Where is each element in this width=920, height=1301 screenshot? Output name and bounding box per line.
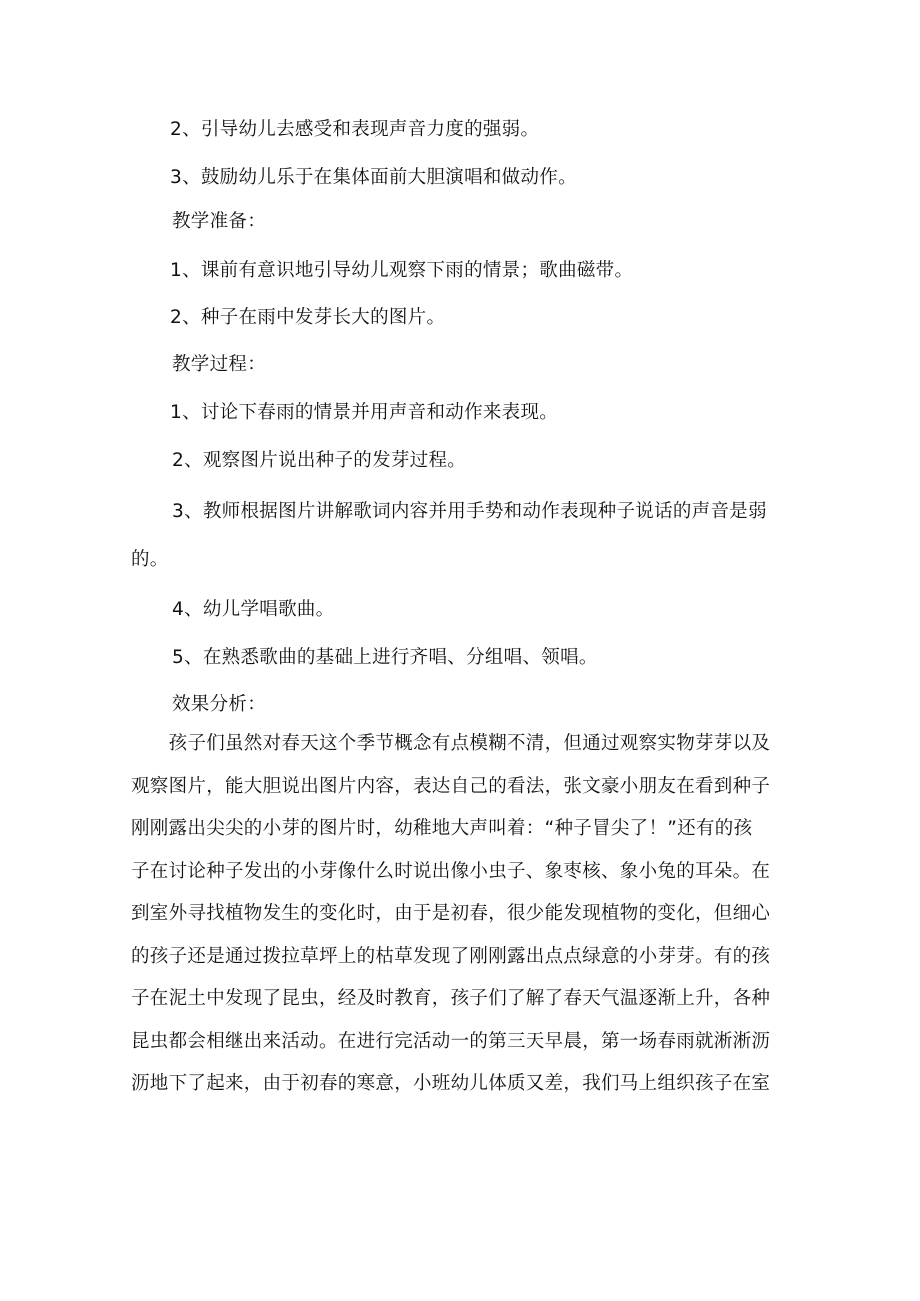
process-item-3-line-1: 3、教师根据图片讲解歌词内容并用手势和动作表现种子说话的声音是弱 — [172, 501, 767, 522]
process-item-4: 4、幼儿学唱歌曲。 — [172, 599, 335, 620]
preparation-item-2: 2、种子在雨中发芽长大的图片。 — [170, 307, 446, 328]
preparation-heading: 教学准备： — [172, 211, 267, 232]
analysis-heading: 效果分析： — [172, 694, 267, 715]
analysis-paragraph — [131, 723, 771, 1106]
analysis-line: 观察图片，能大胆说出图片内容，表达自己的看法，张文豪小朋友在看到种子 — [131, 775, 771, 797]
analysis-line: 子在讨论种子发出的小芽像什么时说出像小虫子、象枣核、象小兔的耳朵。在 — [131, 860, 771, 882]
goal-item-2: 2、引导幼儿去感受和表现声音力度的强弱。 — [170, 119, 540, 140]
analysis-line: 昆虫都会相继出来活动。在进行完活动一的第三天早晨，第一场春雨就淅淅沥 — [131, 1030, 771, 1052]
process-item-3-line-2: 的。 — [131, 549, 169, 570]
analysis-line: 刚刚露出尖尖的小芽的图片时，幼稚地大声叫着：“种子冒尖了！”还有的孩 — [131, 818, 753, 839]
preparation-item-1: 1、课前有意识地引导幼儿观察下雨的情景；歌曲磁带。 — [170, 260, 634, 281]
analysis-line: 到室外寻找植物发生的变化时，由于是初春，很少能发现植物的变化，但细心 — [131, 903, 771, 924]
analysis-line: 子在泥土中发现了昆虫，经及时教育，孩子们了解了春天气温逐渐上升，各种 — [131, 988, 771, 1009]
analysis-line: 沥地下了起来，由于初春的寒意，小班幼儿体质又差，我们马上组织孩子在室 — [131, 1073, 771, 1094]
process-item-2: 2、观察图片说出种子的发芽过程。 — [172, 450, 467, 471]
analysis-line: 孩子们虽然对春天这个季节概念有点模糊不清，但通过观察实物芽芽以及 — [131, 733, 771, 754]
goal-item-3: 3、鼓励幼儿乐于在集体面前大胆演唱和做动作。 — [170, 167, 577, 188]
analysis-line: 的孩子还是通过拨拉草坪上的枯草发现了刚刚露出点点绿意的小芽芽。有的孩 — [131, 945, 771, 967]
process-item-5: 5、在熟悉歌曲的基础上进行齐唱、分组唱、领唱。 — [172, 647, 598, 668]
process-heading: 教学过程： — [172, 354, 267, 375]
process-item-1: 1、讨论下春雨的情景并用声音和动作来表现。 — [170, 402, 559, 423]
